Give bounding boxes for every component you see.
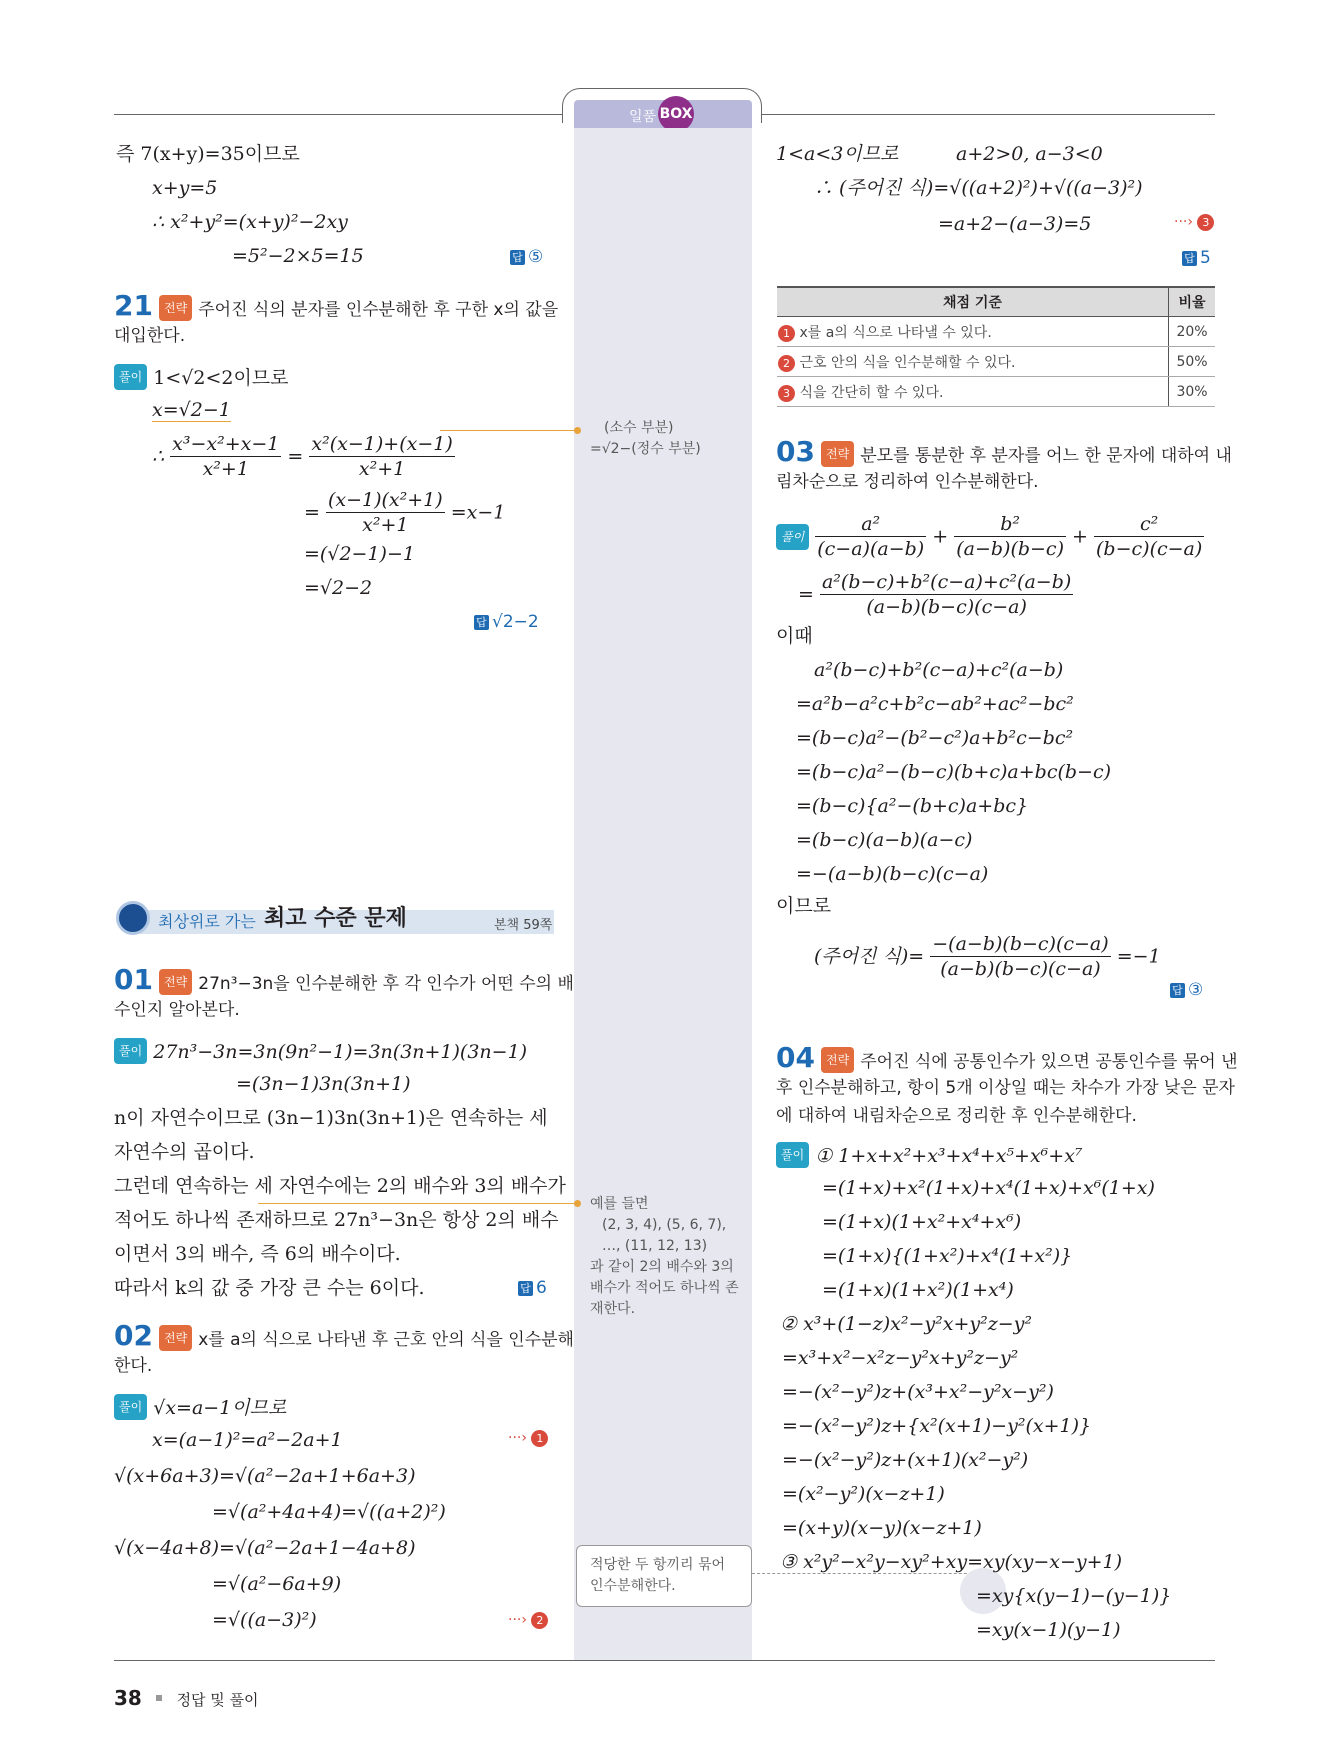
problem-02-sol-line1 <box>114 1394 286 1420</box>
footer-square-icon <box>156 1695 162 1701</box>
p03-sum-line: 풀이 $\frac{\text{a²}}{(c-a)(a-b)}$ + $\frac{\text{b²}}{(a-b)(b-c)}$ + $\frac{\text{c²}}{(b-c)(c-a)}$ <box>776 512 1204 561</box>
problem-03-number: 03 <box>776 435 815 468</box>
note2-connector <box>258 1203 578 1204</box>
p21-frac2-num: x²(x−1)+(x−1) <box>311 433 453 455</box>
problem-02-number: 02 <box>114 1319 153 1352</box>
p03-f1n: a² <box>815 512 926 537</box>
p03-frac1 <box>815 512 926 561</box>
p04-b3: =−(x²−y²)z+(x³+x²−y²x−y²) <box>782 1381 1054 1403</box>
row1-rate: 20% <box>1169 317 1216 347</box>
p02-l2: x=(a−1)²=a²−2a+1 <box>152 1429 343 1451</box>
p21-frac3-line: = $\frac{\text{(x−1)(x²+1)}}{\text{x²+1}}$ =x−1 <box>304 489 506 536</box>
note2-line3: …, (11, 12, 13) <box>602 1238 708 1254</box>
problem-04-tag: 전략 <box>821 1047 854 1073</box>
row2-num-icon: 2 <box>778 355 795 372</box>
p04-a4: =(1+x){(1+x²)+x⁴(1+x²)} <box>822 1245 1073 1267</box>
p04-c1: ③ x²y²−x²y−xy²+xy=xy(xy−x−y+1) <box>780 1551 1123 1573</box>
problem-01-tag: 전략 <box>159 969 192 995</box>
p21-frac3-den: x²+1 <box>362 514 409 536</box>
problem-21-sol-line1 <box>114 364 289 390</box>
problem-01-text2: 수인지 알아본다. <box>114 1000 240 1020</box>
p02-l3: √(x+6a+3)=√(a²−2a+1+6a+3) <box>114 1465 416 1487</box>
box-label: 일품 <box>629 109 657 125</box>
p03-answer-value: ③ <box>1188 980 1204 1000</box>
p03-e1: a²(b−c)+b²(c−a)+c²(a−b) <box>814 659 1064 681</box>
problem-04-header <box>776 1041 1238 1074</box>
cont-line1: 즉 7(x+y)=35이므로 <box>116 143 300 165</box>
p04-b1: ② x³+(1−z)x²−y²x+y²z−y² <box>780 1313 1033 1335</box>
p21-frac1-den: x²+1 <box>202 458 249 480</box>
answer-icon: 답 <box>518 1281 533 1296</box>
p04-b7: =(x+y)(x−y)(x−z+1) <box>782 1517 982 1539</box>
row3-text: 식을 간단히 할 수 있다. <box>799 384 944 401</box>
row2-rate: 50% <box>1169 347 1216 377</box>
problem-03-tag: 전략 <box>821 441 854 467</box>
p03-imeuro: 이므로 <box>776 895 832 917</box>
score-row <box>777 317 1215 347</box>
cont-answer <box>510 245 543 269</box>
problem-02-tag: 전략 <box>159 1325 192 1351</box>
p04-c3: =xy(x−1)(y−1) <box>976 1619 1121 1641</box>
footer-section: 정답 및 풀이 <box>176 1691 259 1709</box>
problem-02-header <box>114 1319 574 1352</box>
problem-03-sol-tag: 풀이 <box>776 524 809 550</box>
p02-mark2: ···› 2 <box>508 1612 548 1629</box>
mark3-icon: 3 <box>1197 214 1214 231</box>
problem-01-text1: 27n³−3n을 인수분해한 후 각 인수가 어떤 수의 배 <box>198 974 574 994</box>
p03-e3: =(b−c)a²−(b²−c²)a+b²c−bc² <box>796 727 1074 749</box>
problem-02-text1: x를 a의 식으로 나타낸 후 근호 안의 식을 인수분해 <box>198 1330 574 1350</box>
p03-f4n: a²(b−c)+b²(c−a)+c²(a−b) <box>821 571 1072 593</box>
banner-small: 최상위로 가는 <box>158 912 256 931</box>
score-row <box>777 377 1215 407</box>
p03-idae: 이때 <box>776 625 813 647</box>
p04-a1: ① 1+x+x²+x³+x⁴+x⁵+x⁶+x⁷ <box>815 1145 1083 1167</box>
p04-a5: =(1+x)(1+x²)(1+x⁴) <box>822 1279 1014 1301</box>
note2-dot <box>574 1200 581 1207</box>
cont-line3: ∴ x²+y²=(x+y)²−2xy <box>152 211 348 233</box>
footer-rule <box>114 1660 1215 1661</box>
p01-answer <box>518 1276 547 1300</box>
answer-icon: 답 <box>1170 983 1185 998</box>
p21-l4-tail: =x−1 <box>450 501 506 524</box>
problem-03-text1: 분모를 통분한 후 분자를 어느 한 문자에 대하여 내 <box>860 446 1232 466</box>
p21-frac3-num: (x−1)(x²+1) <box>327 489 443 511</box>
problem-01-sol-tag: 풀이 <box>114 1038 147 1064</box>
mark2-icon: 2 <box>531 1612 548 1629</box>
rc-mark3: ···› 3 <box>1174 214 1214 231</box>
problem-21-tag: 전략 <box>159 295 192 321</box>
problem-04-text1: 주어진 식에 공통인수가 있으면 공통인수를 묶어 낸 <box>860 1052 1238 1072</box>
p03-frac4 <box>820 570 1073 619</box>
header-rule-left <box>114 114 562 115</box>
p04-b5: =−(x²−y²)z+(x+1)(x²−y²) <box>782 1449 1029 1471</box>
problem-21-text2: 대입한다. <box>114 326 186 346</box>
p21-l2 <box>152 398 231 422</box>
p21-frac1-num: x³−x²+x−1 <box>172 433 280 455</box>
p03-answer <box>1170 978 1203 1002</box>
rc-l1b: a+2>0, a−3<0 <box>956 143 1103 165</box>
p03-final-tail: =−1 <box>1116 945 1161 968</box>
row2-text: 근호 안의 식을 인수분해할 수 있다. <box>799 354 1016 371</box>
score-row-3-text <box>777 377 1169 407</box>
p04-b2: =x³+x²−x²z−y²x+y²z−y² <box>782 1347 1019 1369</box>
p04-c2: =xy{x(y−1)−(y−1)} <box>976 1585 1172 1607</box>
cont-line2: x+y=5 <box>152 177 218 199</box>
p01-l5: 그런데 연속하는 세 자연수에는 2의 배수와 3의 배수가 <box>114 1175 566 1197</box>
p02-l4: =√(a²+4a+4)=√((a+2)²) <box>212 1501 446 1523</box>
p02-l7: =√((a−3)²) <box>212 1609 317 1631</box>
problem-04-number: 04 <box>776 1041 815 1074</box>
problem-21-text1: 주어진 식의 분자를 인수분해한 후 구한 x의 값을 <box>198 300 559 320</box>
score-table-header <box>777 287 1215 317</box>
p03-f1d: (c−a)(a−b) <box>817 538 925 560</box>
p21-answer-value: √2−2 <box>492 612 539 632</box>
score-row <box>777 347 1215 377</box>
p01-l1: 27n³−3n=3n(9n²−1)=3n(3n+1)(3n−1) <box>153 1041 528 1063</box>
p03-final-frac <box>930 932 1110 981</box>
p02-l6: =√(a²−6a+9) <box>212 1573 342 1595</box>
p03-final-num: −(a−b)(b−c)(c−a) <box>932 933 1109 955</box>
problem-04-text2: 후 인수분해하고, 항이 5개 이상일 때는 차수가 가장 낮은 문자 <box>776 1078 1235 1098</box>
problem-02-sol-tag: 풀이 <box>114 1394 147 1420</box>
p04-a2: =(1+x)+x²(1+x)+x⁴(1+x)+x⁶(1+x) <box>822 1177 1155 1199</box>
note2-line5: 배수가 적어도 하나씩 존 <box>590 1280 739 1296</box>
sidebar-box <box>574 128 752 1660</box>
banner-big: 최고 수준 문제 <box>264 906 407 931</box>
p04-a3: =(1+x)(1+x²+x⁴+x⁶) <box>822 1211 1022 1233</box>
note1-dot <box>574 427 581 434</box>
score-row-1-text <box>777 317 1169 347</box>
note3-line1: 적당한 두 항끼리 묶어 <box>590 1557 726 1573</box>
p03-f4d: (a−b)(b−c)(c−a) <box>866 596 1027 618</box>
note1-connector <box>440 430 580 431</box>
problem-04-text3: 에 대하여 내림차순으로 정리한 후 인수분해한다. <box>776 1106 1137 1126</box>
note3-line2: 인수분해한다. <box>590 1578 676 1594</box>
header-rule-right <box>760 114 1215 115</box>
rc-l1a: 1<a<3이므로 <box>776 143 899 165</box>
p03-frac2 <box>954 512 1066 561</box>
p03-final <box>814 932 1161 981</box>
p03-e6: =(b−c)(a−b)(a−c) <box>796 829 973 851</box>
p21-frac3 <box>326 488 445 537</box>
row3-num-icon: 3 <box>778 385 795 402</box>
sidebar-note-1 <box>590 418 701 460</box>
top-level-banner <box>116 897 554 939</box>
problem-04-sol-line1 <box>776 1142 1083 1168</box>
p03-final-lhs: (주어진 식)= <box>814 945 925 968</box>
problem-21-sol-tag: 풀이 <box>114 364 147 390</box>
p04-b6: =(x²−y²)(x−z+1) <box>782 1483 945 1505</box>
p01-l2: =(3n−1)3n(3n+1) <box>236 1073 411 1095</box>
cont-answer-value: ⑤ <box>528 247 544 267</box>
p21-l1: 1<√2<2이므로 <box>153 367 289 389</box>
score-header-criteria: 채점 기준 <box>777 287 1169 317</box>
problem-04-sol-tag: 풀이 <box>776 1142 809 1168</box>
problem-01-number: 01 <box>114 963 153 996</box>
p03-f2n: b² <box>954 512 1066 537</box>
p03-e5: =(b−c){a²−(b+c)a+bc} <box>796 795 1029 817</box>
score-row-2-text <box>777 347 1169 377</box>
p04-b4: =−(x²−y²)z+{x²(x+1)−y²(x+1)} <box>782 1415 1092 1437</box>
p03-f3n: c² <box>1094 512 1204 537</box>
p03-f3d: (b−c)(c−a) <box>1096 538 1203 560</box>
p03-final-den: (a−b)(b−c)(c−a) <box>940 958 1101 980</box>
mark1-icon: 1 <box>531 1430 548 1447</box>
page-number: 38 <box>114 1686 142 1710</box>
p01-answer-value: 6 <box>536 1278 547 1298</box>
note1-line1: (소수 부분) <box>604 420 674 436</box>
sidebar-note-3 <box>590 1555 725 1597</box>
problem-21-header <box>114 289 559 322</box>
p21-frac2 <box>309 432 454 481</box>
note1-line2: =√2−(정수 부분) <box>590 441 701 457</box>
note2-line2: (2, 3, 4), (5, 6, 7), <box>602 1217 727 1233</box>
problem-02-text2: 한다. <box>114 1356 153 1376</box>
note2-line6: 재한다. <box>590 1301 636 1317</box>
p02-l1: √x=a−1이므로 <box>153 1397 287 1419</box>
rc-l2: ∴ (주어진 식)=√((a+2)²)+√((a−3)²) <box>814 177 1143 199</box>
p01-l8: 따라서 k의 값 중 가장 큰 수는 6이다. <box>114 1277 425 1299</box>
p21-frac1 <box>170 432 281 481</box>
p21-l6: =√2−2 <box>304 577 373 599</box>
answer-icon: 답 <box>510 250 525 265</box>
p02-mark1: ···› 1 <box>508 1430 548 1447</box>
box-badge: BOX <box>658 96 694 132</box>
problem-01-header <box>114 963 574 996</box>
problem-21-number: 21 <box>114 289 153 322</box>
p03-frac3 <box>1094 512 1204 561</box>
p03-e7: =−(a−b)(b−c)(c−a) <box>796 863 989 885</box>
p21-answer <box>474 610 539 634</box>
score-header-rate: 비율 <box>1169 287 1216 317</box>
rc-answer-value: 5 <box>1200 248 1211 268</box>
p03-f2d: (a−b)(b−c) <box>956 538 1064 560</box>
sidebar-note-2 <box>590 1194 739 1320</box>
note2-line4: 과 같이 2의 배수와 3의 <box>590 1259 734 1275</box>
rc-answer <box>1182 246 1211 270</box>
banner-dot-icon <box>116 901 150 935</box>
p01-l7: 이면서 3의 배수, 즉 6의 배수이다. <box>114 1243 401 1265</box>
p21-l2-text: x=√2−1 <box>152 399 231 421</box>
p21-l5: =(√2−1)−1 <box>304 543 415 565</box>
p02-l5: √(x−4a+8)=√(a²−2a+1−4a+8) <box>114 1537 416 1559</box>
problem-03-text2: 림차순으로 정리하여 인수분해한다. <box>776 472 1039 492</box>
row1-text: x를 a의 식으로 나타낼 수 있다. <box>799 324 992 341</box>
problem-03-header <box>776 435 1232 468</box>
p21-fraction-line: ∴ $\frac{\text{x³−x²+x−1}}{\text{x²+1}}$ = $\frac{\text{x²(x−1)+(x−1)}}{\text{x²+1}}$ <box>152 433 453 480</box>
cont-line4: =5²−2×5=15 <box>232 245 364 267</box>
row3-rate: 30% <box>1169 377 1216 407</box>
answer-icon: 답 <box>1182 251 1197 266</box>
p03-e2: =a²b−a²c+b²c−ab²+ac²−bc² <box>796 693 1074 715</box>
p03-combined-line: = $\frac{\text{a²(b−c)+b²(c−a)+c²(a−b)}}{(a-b)(b-c)(c-a)}$ <box>798 571 1072 618</box>
answer-icon: 답 <box>474 615 489 630</box>
p21-frac2-den: x²+1 <box>358 458 406 480</box>
score-table <box>777 286 1215 407</box>
banner-ref: 본책 59쪽 <box>494 918 553 933</box>
p01-l3: n이 자연수이므로 (3n−1)3n(3n+1)은 연속하는 세 <box>114 1107 548 1129</box>
row1-num-icon: 1 <box>778 325 795 342</box>
p01-l4: 자연수의 곱이다. <box>114 1141 255 1163</box>
note2-line1: 예를 들면 <box>590 1196 649 1212</box>
p01-l6: 적어도 하나씩 존재하므로 27n³−3n은 항상 2의 배수 <box>114 1209 559 1231</box>
problem-01-sol-line1 <box>114 1038 527 1064</box>
footer <box>114 1686 259 1710</box>
p03-e4: =(b−c)a²−(b−c)(b+c)a+bc(b−c) <box>796 761 1112 783</box>
rc-l3: =a+2−(a−3)=5 <box>938 213 1092 235</box>
